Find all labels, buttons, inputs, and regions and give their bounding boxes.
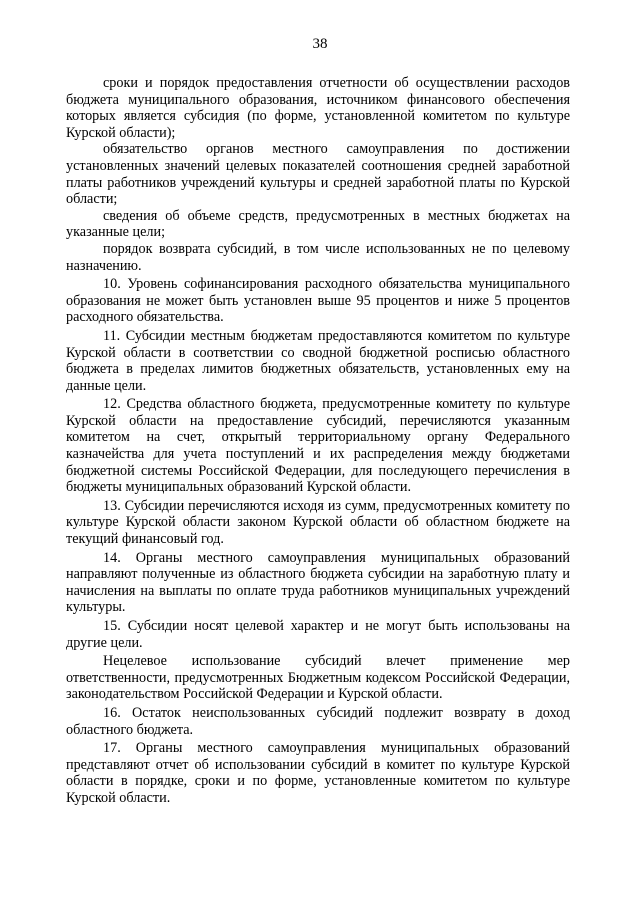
- paragraph-funds-info: сведения об объеме средств, предусмотренных в местных бюджетах на указанные цели;: [66, 207, 570, 241]
- paragraph-item-13: 13. Субсидии перечисляются исходя из сумм, предусмотренных комитету по культуре Курской области законом Курской области об областном бюджете на текущий финансовый год.: [66, 497, 570, 548]
- page-number: 38: [312, 36, 328, 52]
- paragraph-misuse-liability: Нецелевое использование субсидий влечет применение мер ответственности, предусмотренных Бюджетным кодексом Российской Федерации, законодательством Российской Федерации и Курской области.: [66, 653, 570, 703]
- paragraph-item-15: 15. Субсидии носят целевой характер и не могут быть использованы на другие цели.: [66, 618, 570, 651]
- paragraph-reporting-terms: сроки и порядок предоставления отчетности об осуществлении расходов бюджета муниципального образования, источником финансового обеспечения которых является субсидия (по форме, установленной комитетом по культуре Курской области);: [66, 75, 570, 141]
- paragraph-item-16: 16. Остаток неиспользованных субсидий подлежит возврату в доход областного бюджета.: [66, 704, 570, 738]
- document-body: [66, 75, 570, 807]
- paragraph-item-17: 17. Органы местного самоуправления муниципальных образований представляют отчет об использовании субсидий в комитет по культуре Курской области в порядке, сроки и по форме, установленные комитетом по культуре Курской области.: [66, 740, 570, 806]
- paragraph-obligation-targets: обязательство органов местного самоуправления по достижении установленных значений целевых показателей соотношения средней заработной платы работников учреждений культуры и средней заработной платы по Курской области;: [66, 141, 570, 208]
- paragraph-item-11: 11. Субсидии местным бюджетам предоставляются комитетом по культуре Курской области в соответствии со сводной бюджетной росписью областного бюджета в пределах лимитов бюджетных обязательств, установленных ему на данные цели.: [66, 327, 570, 394]
- paragraph-item-14: 14. Органы местного самоуправления муниципальных образований направляют полученные из областного бюджета субсидии на заработную плату и начисления на выплаты по оплате труда работников муниципальных учреждений культуры.: [66, 549, 570, 616]
- paragraph-item-12: 12. Средства областного бюджета, предусмотренные комитету по культуре Курской области на предоставление субсидий, перечисляются указанным комитетом на счет, открытый территориальному органу Федерального казначейства для учета поступлений и их распределения между бюджетами бюджетной системы Российской Федерации, для последующего перечисления в бюджеты муниципальных образований Курской области.: [66, 396, 570, 496]
- paragraph-item-10: 10. Уровень софинансирования расходного обязательства муниципального образования не может быть установлен выше 95 процентов и ниже 5 процентов расходного обязательства.: [66, 276, 570, 326]
- paragraph-return-procedure: порядок возврата субсидий, в том числе использованных не по целевому назначению.: [66, 240, 570, 274]
